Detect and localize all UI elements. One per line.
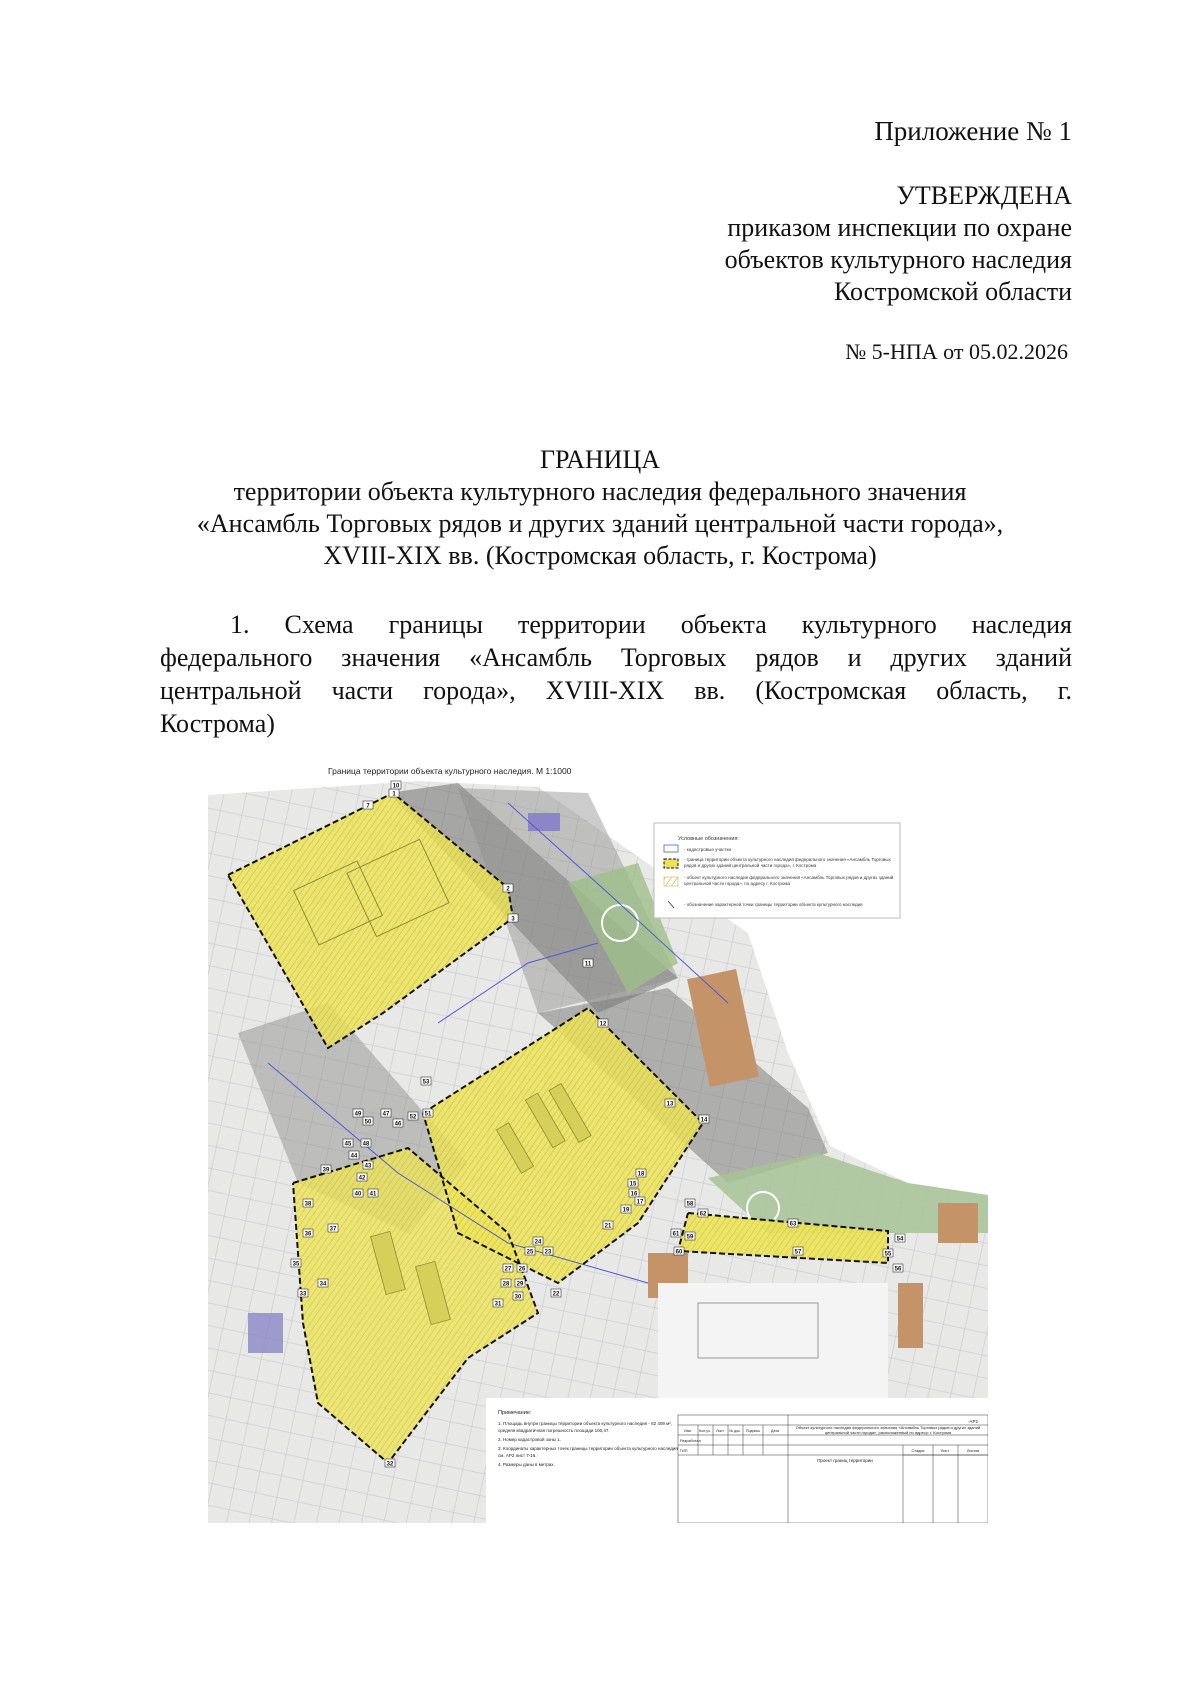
boundary-point-label: 2 — [506, 886, 510, 893]
boundary-point-label: 43 — [364, 1163, 372, 1170]
boundary-point-34 — [318, 1279, 328, 1288]
boundary-point-60 — [674, 1247, 684, 1256]
boundary-point-31 — [493, 1299, 503, 1308]
boundary-point-label: 1 — [392, 791, 396, 798]
notes-item-5: см. АР2 лист 7-16. — [498, 1453, 537, 1458]
boundary-point-3 — [508, 914, 518, 923]
boundary-point-51 — [423, 1109, 433, 1118]
boundary-point-label: 48 — [362, 1141, 370, 1148]
stamp-column-label: № док. — [729, 1429, 741, 1433]
appendix-label: Приложение № 1 — [874, 116, 1072, 146]
boundary-point-label: 46 — [394, 1121, 402, 1128]
boundary-point-38 — [303, 1199, 313, 1208]
title-line-3: XVIII-XIX вв. (Костромская область, г. Кострома) — [323, 541, 877, 570]
stamp-column-label: Лист — [716, 1429, 724, 1433]
lower-white-block — [658, 1283, 888, 1398]
boundary-point-label: 55 — [884, 1251, 892, 1258]
stamp-code: -АР2 — [967, 1419, 978, 1424]
boundary-point-label: 30 — [514, 1294, 522, 1301]
boundary-point-label: 33 — [299, 1291, 307, 1298]
notes-item-4: 3. Координаты характерных точек границы территории объекта культурного наследия — [498, 1446, 678, 1451]
boundary-point-56 — [893, 1264, 903, 1273]
boundary-point-28 — [501, 1279, 511, 1288]
boundary-point-label: 7 — [366, 803, 370, 810]
boundary-point-label: 27 — [504, 1266, 512, 1273]
boundary-point-18 — [636, 1169, 646, 1178]
boundary-point-16 — [629, 1189, 639, 1198]
boundary-point-59 — [685, 1232, 695, 1241]
boundary-point-7 — [363, 801, 373, 810]
boundary-point-41 — [368, 1189, 378, 1198]
section-line-3: центральной части города», XVIII-XIX вв. (Костромская область, г. — [160, 676, 1072, 705]
boundary-point-label: 35 — [292, 1261, 300, 1268]
stamp-role-2: ГИП — [680, 1449, 688, 1453]
stamp-role-1: Разработал — [680, 1439, 701, 1443]
legend-object-swatch — [664, 877, 678, 886]
boundary-point-label: 22 — [552, 1291, 560, 1298]
approved-by-line-2: объектов культурного наследия — [724, 245, 1072, 274]
boundary-point-label: 38 — [304, 1201, 312, 1208]
legend-item-1: - кадастровые участки — [684, 847, 732, 852]
boundary-point-label: 29 — [516, 1281, 524, 1288]
boundary-point-44 — [349, 1151, 359, 1160]
stamp-stage-col-3: Листов — [966, 1449, 980, 1453]
boundary-point-48 — [361, 1139, 371, 1148]
boundary-point-46 — [393, 1119, 403, 1128]
legend-boundary-swatch — [664, 859, 678, 868]
boundary-point-33 — [298, 1289, 308, 1298]
boundary-point-45 — [343, 1139, 353, 1148]
boundary-point-label: 59 — [686, 1234, 694, 1241]
boundary-point-27 — [503, 1264, 513, 1273]
stamp-stage-col-2: Лист — [940, 1449, 950, 1453]
stamp-object-wrap — [792, 1426, 984, 1446]
boundary-point-17 — [635, 1197, 645, 1206]
boundary-point-58 — [685, 1199, 695, 1208]
boundary-point-label: 14 — [700, 1117, 708, 1124]
stamp-column-label: Кол.уч. — [699, 1429, 711, 1433]
stamp-object: Объект культурного наследия федерального значения «Ансамбль Торговых рядов и других зданий центральной части города», расположенный по адресу: г. Кострома — [795, 1426, 981, 1435]
boundary-point-label: 3 — [511, 916, 515, 923]
boundary-point-label: 53 — [422, 1079, 430, 1086]
title-line-1: территории объекта культурного наследия федерального значения — [233, 477, 967, 506]
boundary-point-32 — [385, 1459, 395, 1468]
boundary-point-21 — [603, 1221, 613, 1230]
boundary-point-12 — [598, 1019, 608, 1028]
boundary-point-36 — [303, 1229, 313, 1238]
boundary-point-24 — [533, 1237, 543, 1246]
roof-brown-3 — [938, 1203, 978, 1243]
boundary-point-63 — [788, 1219, 798, 1228]
notes-item-6: 4. Размеры даны в метрах. — [498, 1462, 555, 1467]
boundary-point-42 — [357, 1173, 367, 1182]
boundary-point-label: 63 — [789, 1221, 797, 1228]
boundary-point-label: 34 — [319, 1281, 327, 1288]
boundary-point-54 — [895, 1234, 905, 1243]
boundary-point-13 — [665, 1099, 675, 1108]
boundary-point-label: 25 — [526, 1249, 534, 1256]
boundary-point-39 — [321, 1165, 331, 1174]
boundary-point-label: 50 — [364, 1119, 372, 1126]
boundary-point-11 — [583, 959, 593, 968]
boundary-point-label: 57 — [794, 1249, 802, 1256]
map-caption: Граница территории объекта культурного наследия. М 1:1000 — [328, 766, 572, 776]
boundary-point-30 — [513, 1292, 523, 1301]
order-number: № 5-НПА от 05.02.2026 — [845, 339, 1068, 364]
boundary-point-2 — [503, 884, 513, 893]
boundary-point-47 — [381, 1109, 391, 1118]
boundary-point-label: 60 — [675, 1249, 683, 1256]
boundary-point-label: 54 — [896, 1236, 904, 1243]
boundary-point-label: 49 — [354, 1111, 362, 1118]
boundary-point-label: 11 — [584, 961, 592, 968]
section-line-1: 1. Схема границы территории объекта культурного наследия — [230, 610, 1072, 639]
legend-title: Условные обозначения: — [678, 836, 739, 842]
stamp-sheet-title: Проект границ территории — [817, 1458, 873, 1463]
boundary-point-label: 24 — [534, 1239, 542, 1246]
boundary-point-35 — [291, 1259, 301, 1268]
boundary-point-label: 45 — [344, 1141, 352, 1148]
boundary-point-label: 16 — [630, 1191, 638, 1198]
section-line-2: федерального значения «Ансамбль Торговых рядов и других зданий — [160, 643, 1072, 672]
boundary-point-label: 26 — [518, 1266, 526, 1273]
boundary-point-label: 21 — [604, 1223, 612, 1230]
boundary-point-label: 23 — [544, 1249, 552, 1256]
legend-item-3: - объект культурного наследия федерального значения «Ансамбль Торговых рядов и других зданий центральной части города», по адресу г. Кострома — [684, 875, 894, 886]
map-notes — [486, 1398, 988, 1523]
boundary-point-label: 12 — [599, 1021, 607, 1028]
boundary-point-10 — [391, 781, 401, 790]
boundary-point-label: 52 — [409, 1114, 417, 1121]
legend-item-3-wrap — [684, 875, 894, 891]
section-line-4: Кострома) — [160, 709, 275, 738]
boundary-point-19 — [621, 1205, 631, 1214]
boundary-point-label: 17 — [636, 1199, 644, 1206]
boundary-point-40 — [353, 1189, 363, 1198]
legend-item-4: - обозначение характерной точки границы территории объекта культурного наследия — [684, 902, 863, 907]
notes-title: Примечание: — [498, 1410, 532, 1416]
boundary-point-label: 51 — [424, 1111, 432, 1118]
boundary-point-label: 28 — [502, 1281, 510, 1288]
boundary-point-37 — [328, 1224, 338, 1233]
boundary-point-label: 40 — [354, 1191, 362, 1198]
boundary-point-52 — [408, 1112, 418, 1121]
boundary-point-label: 61 — [672, 1231, 680, 1238]
document-heading: ГРАНИЦА — [539, 445, 661, 474]
boundary-point-61 — [671, 1229, 681, 1238]
stamp-column-label: Изм. — [684, 1429, 692, 1433]
boundary-point-label: 41 — [369, 1191, 377, 1198]
boundary-point-23 — [543, 1247, 553, 1256]
roof-brown-2 — [898, 1283, 923, 1348]
approved-by-line-3: Костромской области — [833, 277, 1072, 306]
stamp-column-label: Подпись — [745, 1429, 761, 1433]
boundary-point-label: 31 — [494, 1301, 502, 1308]
boundary-point-label: 56 — [894, 1266, 902, 1273]
boundary-point-25 — [525, 1247, 535, 1256]
boundary-point-26 — [517, 1264, 527, 1273]
boundary-point-label: 15 — [629, 1181, 637, 1188]
stamp-column-label: Дата — [771, 1429, 779, 1433]
boundary-point-15 — [628, 1179, 638, 1188]
boundary-point-1 — [389, 789, 399, 798]
boundary-point-62 — [698, 1209, 708, 1218]
approved-label: УТВЕРЖДЕНА — [896, 181, 1072, 210]
map-legend — [654, 823, 900, 918]
boundary-point-label: 37 — [329, 1226, 337, 1233]
notes-item-3: 2. Номер кадастровой зоны 1. — [498, 1437, 561, 1442]
section-paragraph — [160, 608, 1072, 740]
boundary-point-label: 47 — [382, 1111, 390, 1118]
boundary-point-label: 13 — [666, 1101, 674, 1108]
boundary-point-label: 10 — [392, 783, 400, 790]
boundary-point-label: 32 — [386, 1461, 394, 1468]
boundary-point-label: 44 — [350, 1153, 358, 1160]
stamp-stage-col-1: Стадия — [911, 1449, 925, 1453]
boundary-point-49 — [353, 1109, 363, 1118]
approved-by-line-1: приказом инспекции по охране — [727, 213, 1072, 242]
title-line-2: «Ансамбль Торговых рядов и других зданий центральной части города», — [196, 509, 1004, 538]
boundary-map — [208, 763, 988, 1523]
boundary-point-label: 18 — [637, 1171, 645, 1178]
boundary-point-label: 62 — [699, 1211, 707, 1218]
boundary-point-29 — [515, 1279, 525, 1288]
boundary-point-43 — [363, 1161, 373, 1170]
roof-purple-1 — [528, 813, 560, 831]
legend-item-2: - граница территории объекта культурного наследия федерального значения «Ансамбль Торговых рядов и других зданий центральной части города», г. Кострома — [684, 857, 891, 868]
boundary-point-label: 19 — [622, 1207, 630, 1214]
boundary-point-label: 39 — [322, 1167, 330, 1174]
notes-item-2: средняя квадратичная погрешность площади 100,47. — [498, 1428, 610, 1433]
boundary-point-14 — [699, 1115, 709, 1124]
boundary-point-label: 58 — [686, 1201, 694, 1208]
roof-purple-2 — [248, 1313, 283, 1353]
boundary-point-57 — [793, 1247, 803, 1256]
notes-item-1: 1. Площадь внутри границы территории объекта культурного наследия - 82 409 м², — [498, 1421, 672, 1426]
legend-item-2-wrap — [684, 857, 894, 873]
boundary-point-label: 36 — [304, 1231, 312, 1238]
boundary-point-22 — [551, 1289, 561, 1298]
boundary-point-55 — [883, 1249, 893, 1258]
boundary-point-50 — [363, 1117, 373, 1126]
boundary-point-53 — [421, 1077, 431, 1086]
boundary-point-label: 42 — [358, 1175, 366, 1182]
